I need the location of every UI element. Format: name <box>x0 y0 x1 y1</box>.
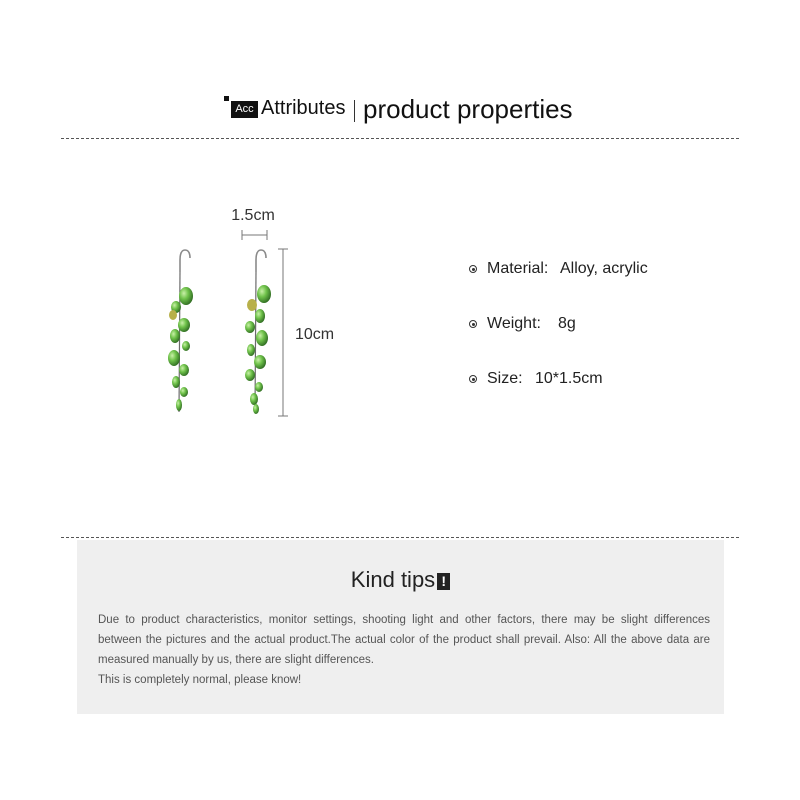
tips-title-text: Kind tips <box>350 567 436 592</box>
width-dimension <box>231 207 275 240</box>
product-image-area <box>160 200 380 430</box>
property-label: Weight: <box>487 315 541 332</box>
width-label: 1.5cm <box>231 207 275 224</box>
tips-closing: This is completely normal, please know! <box>98 674 302 686</box>
bullet-icon <box>469 265 477 273</box>
exclamation-icon: ! <box>437 573 450 590</box>
height-dimension <box>278 249 334 416</box>
bottom-divider <box>61 537 739 538</box>
right-earring <box>245 250 271 414</box>
property-label: Material: <box>487 260 549 277</box>
page-title: product properties <box>363 94 573 124</box>
property-value: Alloy, acrylic <box>560 260 648 277</box>
tips-paragraph: Due to product characteristics, monitor settings, shooting light and other factors, there may be slight differences between the pictures and the actual product.The actual color of the product shall prevail. Also: All the above data are measured manually by us, there are slight differences. <box>98 614 710 666</box>
attributes-label: Attributes <box>261 97 346 119</box>
earrings-illustration <box>160 200 380 430</box>
bullet-icon <box>469 320 477 328</box>
header-dot <box>224 96 229 101</box>
header-separator <box>354 100 355 122</box>
bullet-icon <box>469 375 477 383</box>
property-label: Size: <box>487 370 523 387</box>
left-earring <box>168 250 193 412</box>
height-label: 10cm <box>295 326 335 343</box>
tips-title <box>77 567 724 593</box>
kind-tips-panel <box>77 540 724 714</box>
tips-body <box>98 610 710 690</box>
property-value: 10*1.5cm <box>535 370 603 387</box>
property-value: 8g <box>558 315 576 332</box>
header-badge: Acc <box>231 101 258 118</box>
top-divider <box>61 138 739 139</box>
